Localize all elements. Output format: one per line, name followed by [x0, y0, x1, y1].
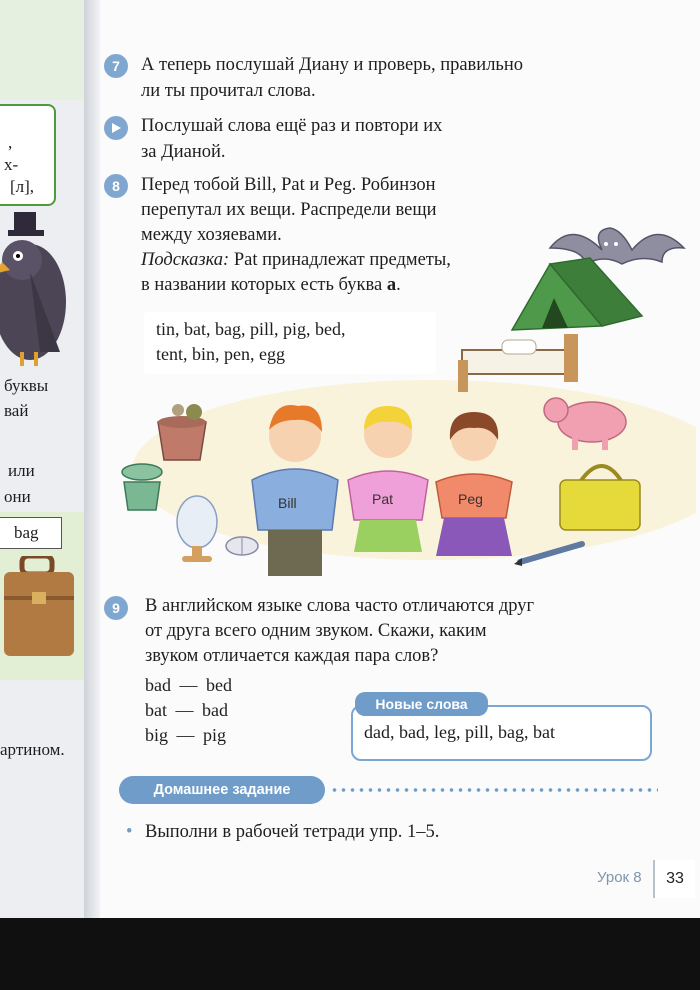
pat-shirt-label: Pat	[372, 491, 394, 507]
audio-icon	[104, 116, 128, 140]
tent-icon	[512, 258, 642, 330]
task-9-line-2: от друга всего одним звуком. Скажи, каким	[145, 621, 487, 641]
task-8-badge	[104, 174, 128, 198]
pair-dash: —	[179, 675, 198, 695]
pair-word-a: bat	[145, 700, 167, 720]
left-frag-1: ,	[8, 133, 13, 152]
bat-icon	[550, 228, 684, 264]
scan-bottom-edge	[0, 918, 700, 990]
crow-illustration	[0, 212, 96, 372]
pair-dash: —	[176, 725, 195, 745]
hint-line-2-text: в названии которых есть буква	[141, 275, 387, 295]
task-8-illustration	[102, 200, 696, 590]
homework-text: Выполни в рабочей тетради упр. 1–5.	[145, 822, 440, 842]
task-8-line-3: между хозяевами.	[141, 225, 282, 245]
hint-letter: a	[386, 275, 397, 295]
left-frag-3: [л],	[10, 177, 35, 196]
pair-word-b: bad	[202, 700, 228, 720]
new-words-list: dad, bad, leg, pill, bag, bat	[364, 722, 555, 742]
left-frag-6: или	[8, 461, 35, 480]
left-bag-label: bag	[14, 523, 39, 542]
task-9-line-1: В английском языке слова часто отличаются друг	[145, 596, 535, 616]
task-7-line-1: А теперь послушай Диану и проверь, правильно	[141, 55, 524, 75]
task-9-number: 9	[112, 600, 120, 616]
hint-end: .	[396, 275, 401, 295]
homework-dotted-rule	[330, 788, 658, 792]
pair-word-b: bed	[206, 675, 232, 695]
pair-word-a: bad	[145, 675, 171, 695]
listen-line-1: Послушай слова ещё раз и повтори их	[141, 116, 443, 136]
task-9-badge	[104, 596, 128, 620]
hint-label: Подсказка:	[141, 250, 230, 270]
new-words-title: Новые слова	[355, 692, 488, 716]
pair-row-2	[145, 700, 228, 721]
pill-icon	[226, 537, 258, 555]
left-frag-2: х-	[4, 155, 19, 174]
homework-bullet: •	[126, 822, 133, 842]
left-frag-4: буквы	[4, 376, 49, 395]
bucket-icon	[158, 404, 206, 460]
pair-row-3	[145, 725, 226, 746]
peg-shirt-label: Peg	[458, 491, 483, 507]
word-list-line-1: tin, bat, bag, pill, pig, bed,	[156, 319, 346, 339]
egg-icon	[177, 496, 217, 562]
task-8-number: 8	[112, 178, 120, 194]
left-frag-8: артином.	[0, 740, 65, 759]
task-7-badge	[104, 54, 128, 78]
homework-title: Домашнее задание	[119, 776, 325, 804]
play-icon	[109, 122, 123, 134]
listen-line-2: за Дианой.	[141, 142, 226, 162]
pair-word-b: pig	[203, 725, 227, 745]
bill-shirt-label: Bill	[278, 495, 297, 511]
pair-dash: —	[175, 700, 194, 720]
bin-icon	[122, 464, 162, 510]
left-frag-7: они	[4, 487, 31, 506]
task-7-line-2: ли ты прочитал слова.	[141, 81, 316, 101]
pair-row-1	[145, 675, 232, 696]
task-8-line-1: Перед тобой Bill, Pat и Peg. Робинзон	[141, 175, 436, 195]
hint-text: Pat принадлежат предметы,	[229, 250, 451, 270]
briefcase-icon	[0, 556, 80, 666]
task-8-line-2: перепутал их вещи. Распредели вещи	[141, 200, 437, 220]
task-7-number: 7	[112, 58, 120, 74]
word-list-line-2: tent, bin, pen, egg	[156, 344, 285, 364]
left-frag-5: вай	[4, 401, 29, 420]
task-9-line-3: звуком отличается каждая пара слов?	[145, 646, 439, 666]
page-number: 33	[653, 860, 695, 898]
pair-word-a: big	[145, 725, 169, 745]
lesson-label: Урок 8	[597, 869, 642, 886]
